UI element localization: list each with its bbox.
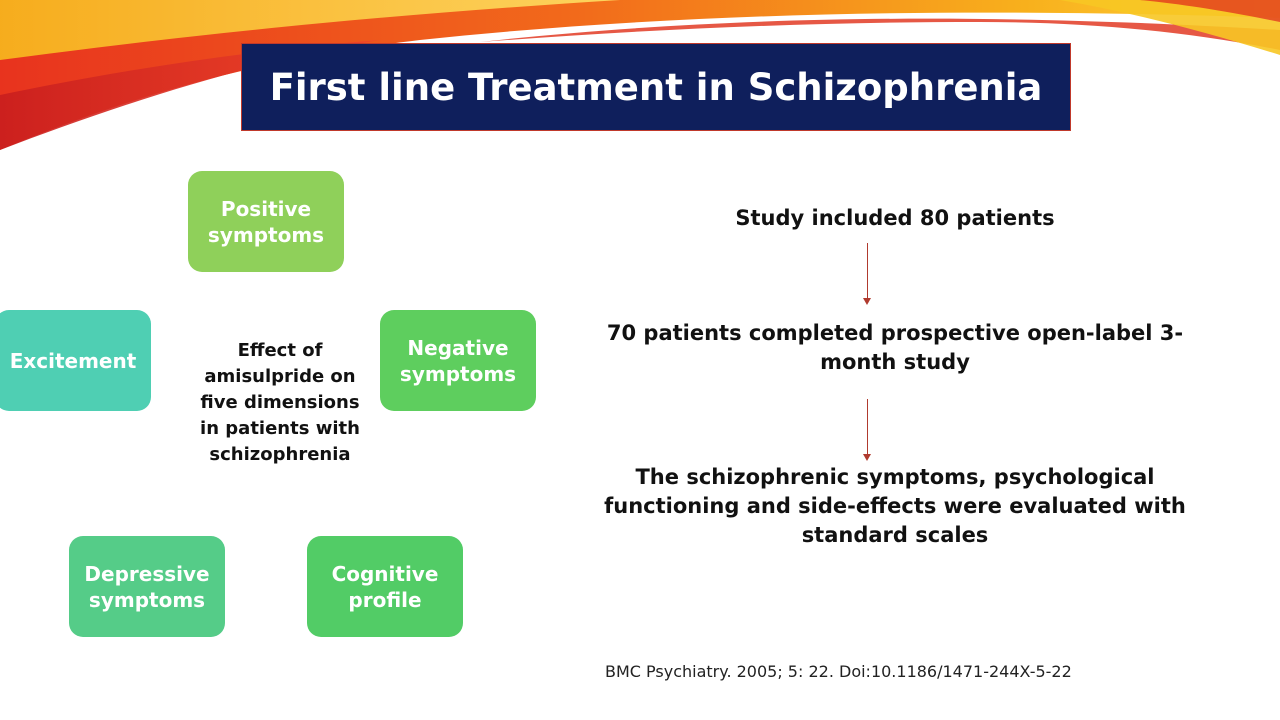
- node-negative-symptoms-label: Negative symptoms: [399, 335, 517, 386]
- node-depressive-symptoms: [69, 536, 225, 637]
- node-cognitive-profile: [307, 536, 463, 637]
- slide-title: First line Treatment in Schizophrenia: [269, 65, 1043, 109]
- node-cognitive-profile-label: Cognitive profile: [331, 561, 439, 612]
- node-depressive-symptoms-label: Depressive symptoms: [84, 561, 210, 612]
- node-excitement-label: Excitement: [9, 348, 137, 373]
- flow-arrow-1: [867, 243, 868, 303]
- flow-arrow-2: [867, 399, 868, 459]
- title-banner: [241, 43, 1071, 131]
- node-positive-symptoms: [188, 171, 344, 272]
- node-excitement: [0, 310, 151, 411]
- node-negative-symptoms: [380, 310, 536, 411]
- node-positive-symptoms-label: Positive symptoms: [207, 196, 325, 247]
- flow-step-1: Study included 80 patients: [735, 206, 1055, 230]
- flow-step-2: 70 patients completed prospective open-label 3-month study: [606, 321, 1184, 374]
- citation-text: BMC Psychiatry. 2005; 5: 22. Doi:10.1186/1471-244X-5-22: [605, 662, 1072, 681]
- diagram-center-label: Effect of amisulpride on five dimensions in patients with schizophrenia: [200, 340, 360, 465]
- flow-step-3: The schizophrenic symptoms, psychological functioning and side-effects were evaluated with standard scales: [604, 465, 1186, 547]
